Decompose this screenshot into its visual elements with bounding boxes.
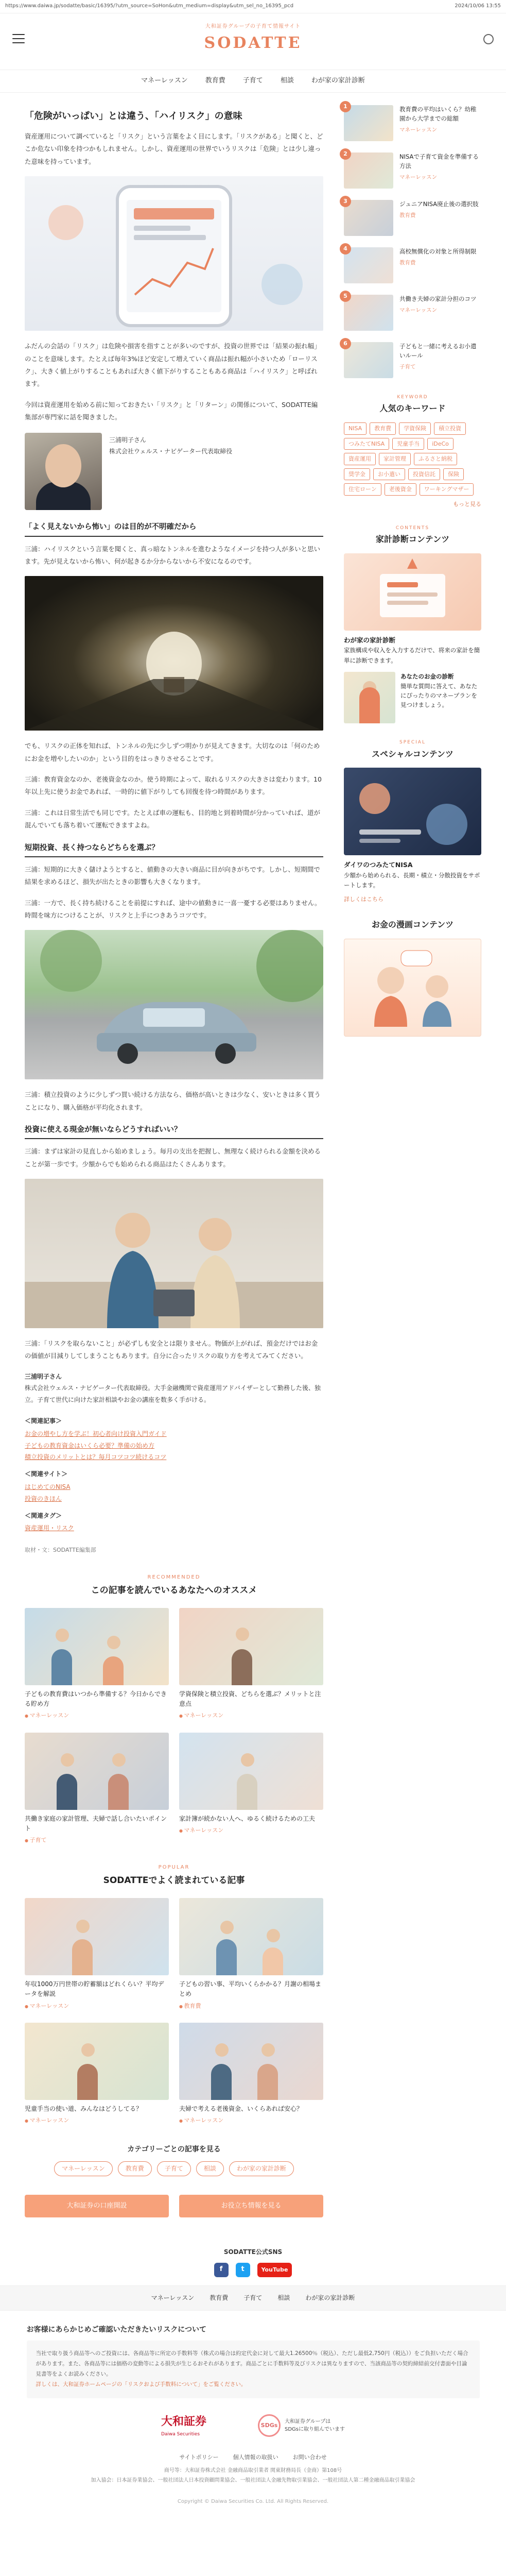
special-name[interactable]: ダイワのつみたてNISA bbox=[344, 861, 413, 869]
site-logo[interactable]: SODATTE bbox=[204, 34, 302, 52]
tunnel-photo bbox=[25, 576, 323, 731]
rank-number: 3 bbox=[340, 196, 351, 207]
related-tag-link[interactable]: 資産運用・リスク bbox=[25, 1524, 74, 1532]
global-nav bbox=[0, 70, 506, 93]
cartoon-banner[interactable] bbox=[344, 939, 481, 1037]
ranking-item[interactable] bbox=[344, 105, 481, 141]
logo-tagline: 大和証券グループの子育て情報サイト bbox=[205, 24, 301, 29]
keyword-eyebrow: KEYWORD bbox=[397, 395, 428, 400]
contents-title: 家計診断コンテンツ bbox=[375, 534, 450, 544]
special-link[interactable]: 詳しくはこちら bbox=[344, 895, 383, 903]
life-diagnosis-name: あなたのお金の診断 bbox=[400, 673, 454, 681]
expert-name: 三浦明子さん bbox=[25, 1372, 62, 1380]
ranking-title: 共働き夫婦の家計分担のコツ bbox=[399, 295, 477, 302]
paragraph: ふだんの会話の「リスク」は危険や損害を指すことが多いのですが、投資の世界では「結果の振れ幅」のことを意味します。たとえば毎年3%ほど安定して増えていく商品は振れ幅が小さいため「ローリスク」、大きく値上がりすることもあれば大きく値下がりすることもある商品は「ハイリスク」と呼ばれます。 bbox=[25, 342, 321, 388]
expert-profile bbox=[25, 433, 323, 510]
popular-card[interactable] bbox=[25, 2023, 169, 2125]
card-category[interactable]: ● マネーレッスン bbox=[179, 1826, 323, 1835]
browser-url-bar[interactable] bbox=[0, 0, 506, 13]
paragraph: 三浦：ハイリスクという言葉を聞くと、真っ暗なトンネルを進むようなイメージを持つ人が多いと思います。先が見えないから怖い、何が起きるか分からないから不安になるのです。 bbox=[25, 545, 321, 565]
cartoon-graphic bbox=[344, 939, 481, 1037]
paragraph: 三浦：これは日常生活でも同じです。たとえば車の運転も、目的地と到着時間が分かっていれば、道が混んでいても落ち着いて運転できますよね。 bbox=[25, 808, 321, 829]
ranking-thumbnail bbox=[344, 247, 393, 283]
category-pill[interactable]: 相談 bbox=[196, 2161, 224, 2176]
sns-icons bbox=[0, 2263, 506, 2277]
rank-number: 6 bbox=[340, 338, 351, 349]
special-title: スペシャルコンテンツ bbox=[372, 749, 453, 759]
paragraph: 三浦：まずは家計の見直しから始めましょう。毎月の支出を把握し、無理なく続けられる金額を決めることが第一歩です。少額からでも始められる商品はたくさんあります。 bbox=[25, 1147, 321, 1168]
diagnosis-graphic bbox=[344, 553, 481, 631]
card-thumbnail bbox=[25, 1608, 169, 1685]
ranking-category[interactable]: マネーレッスン bbox=[399, 174, 438, 180]
ranking-item[interactable] bbox=[344, 152, 481, 189]
paragraph: 三浦：短期的に大きく儲けようとすると、値動きの大きい商品に目が向きがちです。しかし、短期間で結果を求めるほど、損失が出たときの影響も大きくなります。 bbox=[25, 865, 320, 886]
special-caption bbox=[344, 859, 481, 891]
keyword-tag[interactable]: 児童手当 bbox=[392, 438, 424, 450]
card-category[interactable]: ● マネーレッスン bbox=[25, 2116, 169, 2125]
recommend-title: この記事を読んでいるあなたへのオススメ bbox=[91, 1585, 257, 1596]
card-title: 共働き家庭の家計管理、夫婦で話し合いたいポイント bbox=[25, 1815, 167, 1833]
category-tags bbox=[25, 2161, 323, 2176]
legal-text: 商号等：大和証券株式会社 金融商品取引業者 関東財務局長（金商）第108号 加入協会：日本証券業協会、一般社団法人日本投資顧問業協会、一般社団法人金融先物取引業協会、一般社団法人第二種金融商品取引業協会 bbox=[91, 2468, 415, 2484]
paragraph: 資産運用について調べていると「リスク」という言葉をよく目にします。「リスクがある」と聞くと、どこか危ない印象を持つかもしれません。しかし、資産運用の世界でいうリスクは「危険」とは少し違った意味を持っています。 bbox=[25, 132, 323, 165]
copyright: Copyright © Daiwa Securities Co. Ltd. All Rights Reserved. bbox=[177, 2499, 329, 2505]
recommend-card[interactable] bbox=[179, 1608, 323, 1720]
paragraph: 三浦：教育資金なのか、老後資金なのか。使う時期によって、取れるリスクの大きさは変わります。10年以上先に使うお金であれば、一時的に値下がりしても回復を待つ時間があります。 bbox=[25, 775, 322, 796]
card-title: 児童手当の使い道、みんなはどうしてる？ bbox=[25, 2105, 143, 2113]
diagnosis-name[interactable]: わが家の家計診断 bbox=[344, 636, 396, 644]
footer-nav-item[interactable]: マネーレッスン bbox=[151, 2294, 195, 2301]
expert-profile-footer bbox=[25, 1371, 323, 1406]
keyword-tag[interactable]: 積立投資 bbox=[434, 422, 466, 435]
keyword-tag[interactable]: ふるさと納税 bbox=[414, 453, 457, 465]
card-category[interactable]: ● マネーレッスン bbox=[25, 2002, 169, 2011]
keyword-list bbox=[344, 422, 481, 496]
category-pill[interactable]: 子育て bbox=[157, 2161, 191, 2176]
recommend-card[interactable] bbox=[25, 1608, 169, 1720]
paragraph: 三浦：一方で、長く持ち続けることを前提にすれば、途中の値動きに一喜一憂する必要はありません。時間を味方につけることが、リスクと上手につきあうコツです。 bbox=[25, 899, 321, 919]
diagnosis-caption bbox=[344, 635, 481, 666]
card-title: 年収1000万円世帯の貯蓄額はどれくらい？平均データを解説 bbox=[25, 1980, 164, 1998]
header-icons bbox=[483, 34, 494, 44]
card-title: 家計簿が続かない人へ、ゆるく続けるための工夫 bbox=[179, 1815, 316, 1822]
keyword-tag[interactable]: iDeCo bbox=[427, 438, 453, 450]
daiwa-logo-sub: Daiwa Securities bbox=[161, 2432, 200, 2437]
related-link[interactable]: 積立投資のメリットとは？毎月コツコツ続けるコツ bbox=[25, 1453, 167, 1461]
nav-item-education[interactable]: 教育費 bbox=[205, 77, 225, 85]
card-category[interactable]: ● 教育費 bbox=[179, 2002, 323, 2011]
smartphone-illustration bbox=[25, 176, 323, 331]
related-site-link[interactable]: 投資のきほん bbox=[25, 1495, 62, 1502]
rank-number: 5 bbox=[340, 291, 351, 302]
card-category[interactable]: ● マネーレッスン bbox=[179, 2116, 323, 2125]
related-site-link[interactable]: はじめてのNISA bbox=[25, 1483, 71, 1491]
logo-area[interactable] bbox=[0, 23, 506, 56]
life-diagnosis-thumbnail bbox=[344, 672, 395, 723]
url-text[interactable]: https://www.daiwa.jp/sodatte/basic/16395/?utm_source=SoHon&utm_medium=display&utm_sel_no_16395_pcd bbox=[5, 3, 294, 9]
risk-notice bbox=[27, 2324, 480, 2398]
expert-bio: 株式会社ウェルス・ナビゲーター代表取締役。大手金融機関で資産運用アドバイザーとして勤務した後、独立。子育て世代に向けた家計相談やお金の講座を数多く手がける。 bbox=[25, 1384, 321, 1404]
rank-number: 2 bbox=[340, 148, 351, 160]
life-diagnosis-desc: 簡単な質問に答えて、あなたにぴったりのマネープランを見つけましょう。 bbox=[400, 682, 478, 709]
keyword-tag[interactable]: 教育費 bbox=[370, 422, 396, 435]
facebook-icon[interactable]: f bbox=[214, 2263, 229, 2277]
legal-link[interactable]: 個人情報の取扱い bbox=[233, 2453, 278, 2461]
sdgs-logo[interactable] bbox=[258, 2414, 345, 2437]
daiwa-logo-text: 大和証券 bbox=[161, 2415, 206, 2428]
content-layout bbox=[0, 93, 506, 2234]
rank-number: 4 bbox=[340, 243, 351, 255]
ranking-thumbnail bbox=[344, 105, 393, 141]
paragraph: 三浦：積立投資のように少しずつ買い続ける方法なら、価格が高いときは少なく、安いときは多く買うことになり、購入価格が平均化されます。 bbox=[25, 1091, 321, 1111]
daiwa-logo[interactable] bbox=[161, 2413, 206, 2438]
car-graphic bbox=[25, 930, 323, 1079]
recommend-eyebrow: RECOMMENDED bbox=[147, 1574, 201, 1580]
ranking-item[interactable] bbox=[344, 247, 481, 283]
related-link[interactable]: 子どもの教育資金はいくら必要？準備の始め方 bbox=[25, 1442, 155, 1449]
life-diagnosis-card[interactable] bbox=[344, 672, 481, 723]
couple-graphic bbox=[25, 1179, 323, 1328]
car-photo bbox=[25, 930, 323, 1079]
card-thumbnail bbox=[25, 2023, 169, 2100]
keyword-tag[interactable]: 家計管理 bbox=[379, 453, 411, 465]
ranking-thumbnail bbox=[344, 342, 393, 378]
site-header bbox=[0, 13, 506, 70]
card-thumbnail bbox=[179, 1733, 323, 1810]
related-link[interactable]: お金の増やし方を学ぶ！初心者向け投資入門ガイド bbox=[25, 1430, 167, 1437]
legal-link[interactable]: お問い合わせ bbox=[292, 2453, 327, 2461]
special-eyebrow: SPECIAL bbox=[399, 740, 426, 745]
datetime: 2024/10/06 13:55 bbox=[455, 3, 501, 9]
ranking-title: 子どもと一緒に考えるお小遣いルール bbox=[399, 343, 477, 359]
expert-photo bbox=[25, 433, 102, 510]
contents-eyebrow: CONTENTS bbox=[395, 525, 430, 531]
ranking-category[interactable]: マネーレッスン bbox=[399, 126, 438, 133]
ranking-item[interactable] bbox=[344, 342, 481, 378]
risk-notice-body bbox=[27, 2341, 480, 2398]
risk-notice-title: お客様にあらかじめご確認いただきたいリスクについて bbox=[26, 2325, 206, 2334]
sdgs-text: 大和証券グループは SDGsに取り組んでいます bbox=[285, 2418, 345, 2432]
card-title: 夫婦で考える老後資金、いくらあれば安心？ bbox=[179, 2105, 303, 2113]
category-pill[interactable]: わが家の家計診断 bbox=[229, 2161, 294, 2176]
couple-photo bbox=[25, 1179, 323, 1328]
keyword-tag[interactable]: ワーキングマザー bbox=[420, 483, 474, 496]
article-source: 取材・文：SODATTE編集部 bbox=[25, 1547, 96, 1554]
popular-card[interactable] bbox=[25, 1898, 169, 2010]
special-desc: 少額から始められる、長期・積立・分散投資をサポートします。 bbox=[344, 871, 480, 889]
youtube-icon[interactable]: YouTube bbox=[257, 2263, 292, 2277]
sidebar bbox=[344, 105, 481, 2234]
keyword-more-link[interactable]: もっと見る bbox=[453, 500, 481, 507]
related-articles bbox=[25, 1415, 323, 1534]
nav-item-lesson[interactable]: マネーレッスン bbox=[141, 77, 188, 85]
search-icon[interactable] bbox=[483, 34, 494, 44]
popular-card[interactable] bbox=[179, 1898, 323, 2010]
keyword-title: 人気のキーワード bbox=[379, 403, 446, 414]
ranking-title: 教育費の平均はいくら？幼稚園から大学までの総額 bbox=[399, 106, 477, 122]
popular-card[interactable] bbox=[179, 2023, 323, 2125]
nav-item-childcare[interactable]: 子育て bbox=[242, 77, 263, 85]
cta-buttons bbox=[25, 2195, 323, 2217]
card-title: 子どもの習い事、平均いくらかかる？月謝の相場まとめ bbox=[179, 1980, 322, 1998]
section-heading: 投資に使える現金が無いならどうすればいい？ bbox=[25, 1124, 323, 1139]
twitter-icon[interactable]: t bbox=[236, 2263, 250, 2277]
ranking-thumbnail bbox=[344, 152, 393, 189]
keyword-tag[interactable]: 奨学金 bbox=[344, 468, 370, 481]
footer-nav-item[interactable]: わが家の家計診断 bbox=[305, 2294, 355, 2301]
diagnosis-banner[interactable] bbox=[344, 553, 481, 631]
info-button[interactable]: お役立ち情報を見る bbox=[179, 2195, 323, 2217]
ranking-title: NISAで子育て資金を準備する方法 bbox=[399, 153, 479, 170]
ranking-title: ジュニアNISA廃止後の選択肢 bbox=[399, 200, 479, 208]
card-thumbnail bbox=[25, 1733, 169, 1810]
card-thumbnail bbox=[25, 1898, 169, 1975]
footer-nav-item[interactable]: 教育費 bbox=[210, 2294, 229, 2301]
ranking-thumbnail bbox=[344, 200, 393, 236]
ranking-category[interactable]: 子育て bbox=[399, 363, 416, 370]
article-heading: 「危険がいっぱい」とは違う、「ハイリスク」の意味 bbox=[25, 111, 242, 122]
paragraph: 今回は資産運用を始める前に知っておきたい「リスク」と「リターン」の関係について、SODATTE編集部が専門家に話を聞きました。 bbox=[25, 400, 318, 421]
footer-nav bbox=[0, 2285, 506, 2311]
article-main bbox=[25, 105, 323, 2234]
card-category[interactable]: ● マネーレッスン bbox=[25, 1711, 169, 1720]
ranking-title: 高校無償化の対象と所得制限 bbox=[399, 248, 477, 255]
expert-profile-text: 三浦明子さん 株式会社ウェルス・ナビゲーター代表取締役 bbox=[109, 436, 233, 455]
ranking-thumbnail bbox=[344, 295, 393, 331]
special-graphic bbox=[344, 768, 481, 855]
paragraph: 三浦：「リスクを取らないこと」が必ずしも安全とは限りません。物価が上がれば、預金だけではお金の価値が目減りしてしまうこともあります。自分に合ったリスクの取り方を考えてみてください。 bbox=[25, 1339, 318, 1360]
section-heading: 「よく見えないから怖い」のは目的が不明確だから bbox=[25, 521, 323, 536]
diagnosis-desc: 家族構成や収入を入力するだけで、将来の家計を簡単に診断できます。 bbox=[344, 647, 480, 664]
keyword-tag[interactable]: 保険 bbox=[443, 468, 464, 481]
ranking-category[interactable]: マネーレッスン bbox=[399, 307, 438, 313]
keyword-tag[interactable]: 学資保険 bbox=[399, 422, 431, 435]
recommend-card[interactable] bbox=[179, 1733, 323, 1845]
related-label: ＜関連サイト＞ bbox=[25, 1470, 68, 1478]
ranking-category[interactable]: 教育費 bbox=[399, 259, 416, 266]
card-category[interactable]: ● マネーレッスン bbox=[179, 1711, 323, 1720]
keyword-tag[interactable]: お小遣い bbox=[373, 468, 405, 481]
category-heading: カテゴリーごとの記事を見る bbox=[127, 2145, 221, 2154]
life-diagnosis-text bbox=[400, 672, 481, 723]
section-heading: 短期投資、長く持つならどちらを選ぶ？ bbox=[25, 842, 323, 857]
popular-eyebrow: POPULAR bbox=[158, 1864, 190, 1870]
smartphone-graphic bbox=[25, 176, 323, 331]
footer-nav-item[interactable]: 子育て bbox=[243, 2294, 263, 2301]
ranking-item[interactable] bbox=[344, 295, 481, 331]
keyword-tag[interactable]: 住宅ローン bbox=[344, 483, 381, 496]
keyword-tag[interactable]: 投資信託 bbox=[408, 468, 440, 481]
card-thumbnail bbox=[179, 2023, 323, 2100]
card-category[interactable]: ● 子育て bbox=[25, 1836, 169, 1845]
recommend-grid bbox=[25, 1608, 323, 1845]
card-thumbnail bbox=[179, 1898, 323, 1975]
risk-notice-text: 当社で取り扱う商品等へのご投資には、各商品等に所定の手数料等（株式の場合は約定代金に対して最大1.26500％（税込）、ただし最低2,750円（税込））をご負担いただく場合があります。また、各商品等には価格の変動等による損失が生じるおそれがあります。商品ごとに手数料等及びリスクは異なりますので、当該商品等の契約締結前交付書面や目論見書等をよくお読みください。 bbox=[36, 2350, 468, 2378]
nav-item-consult[interactable]: 相談 bbox=[280, 77, 294, 85]
ranking-list bbox=[344, 105, 481, 378]
keyword-tag[interactable]: NISA bbox=[344, 422, 367, 435]
footer-nav-item[interactable]: 相談 bbox=[277, 2294, 290, 2301]
tunnel-graphic bbox=[25, 576, 323, 731]
keyword-tag[interactable]: つみたてNISA bbox=[344, 438, 389, 450]
paragraph: でも、リスクの正体を知れば、トンネルの先に少しずつ明かりが見えてきます。大切なのは「何のためにお金を増やしたいのか」という目的をはっきりさせることです。 bbox=[25, 742, 320, 762]
recommend-card[interactable] bbox=[25, 1733, 169, 1845]
ranking-category[interactable]: 教育費 bbox=[399, 212, 416, 218]
sdgs-icon: SDGs bbox=[258, 2414, 281, 2437]
nav-item-diagnosis[interactable]: わが家の家計診断 bbox=[311, 77, 365, 85]
popular-grid bbox=[25, 1898, 323, 2125]
legal-link[interactable]: サイトポリシー bbox=[179, 2453, 219, 2461]
card-title: 子どもの教育費はいつから準備する？今日からできる貯め方 bbox=[25, 1690, 167, 1708]
ranking-item[interactable] bbox=[344, 200, 481, 236]
keyword-tag[interactable]: 資産運用 bbox=[344, 453, 376, 465]
category-pill[interactable]: 教育費 bbox=[118, 2161, 152, 2176]
special-banner[interactable] bbox=[344, 768, 481, 855]
related-label: ＜関連タグ＞ bbox=[25, 1512, 62, 1519]
category-pill[interactable]: マネーレッスン bbox=[54, 2161, 113, 2176]
risk-notice-link[interactable]: 詳しくは、大和証券ホームページの「リスクおよび手数料について」をご覧ください。 bbox=[36, 2381, 247, 2388]
keyword-tag[interactable]: 老後資金 bbox=[385, 483, 416, 496]
card-thumbnail bbox=[179, 1608, 323, 1685]
rank-number: 1 bbox=[340, 101, 351, 112]
related-label: ＜関連記事＞ bbox=[25, 1417, 62, 1425]
account-open-button[interactable]: 大和証券の口座開設 bbox=[25, 2195, 169, 2217]
popular-title: SODATTEでよく読まれている記事 bbox=[103, 1875, 245, 1886]
legal-links bbox=[0, 2453, 506, 2462]
cartoon-title: お金の漫画コンテンツ bbox=[371, 920, 454, 930]
sns-heading: SODATTE公式SNS bbox=[223, 2248, 283, 2256]
card-title: 学資保険と積立投資、どちらを選ぶ？メリットと注意点 bbox=[179, 1690, 321, 1708]
sponsor-row bbox=[0, 2413, 506, 2438]
